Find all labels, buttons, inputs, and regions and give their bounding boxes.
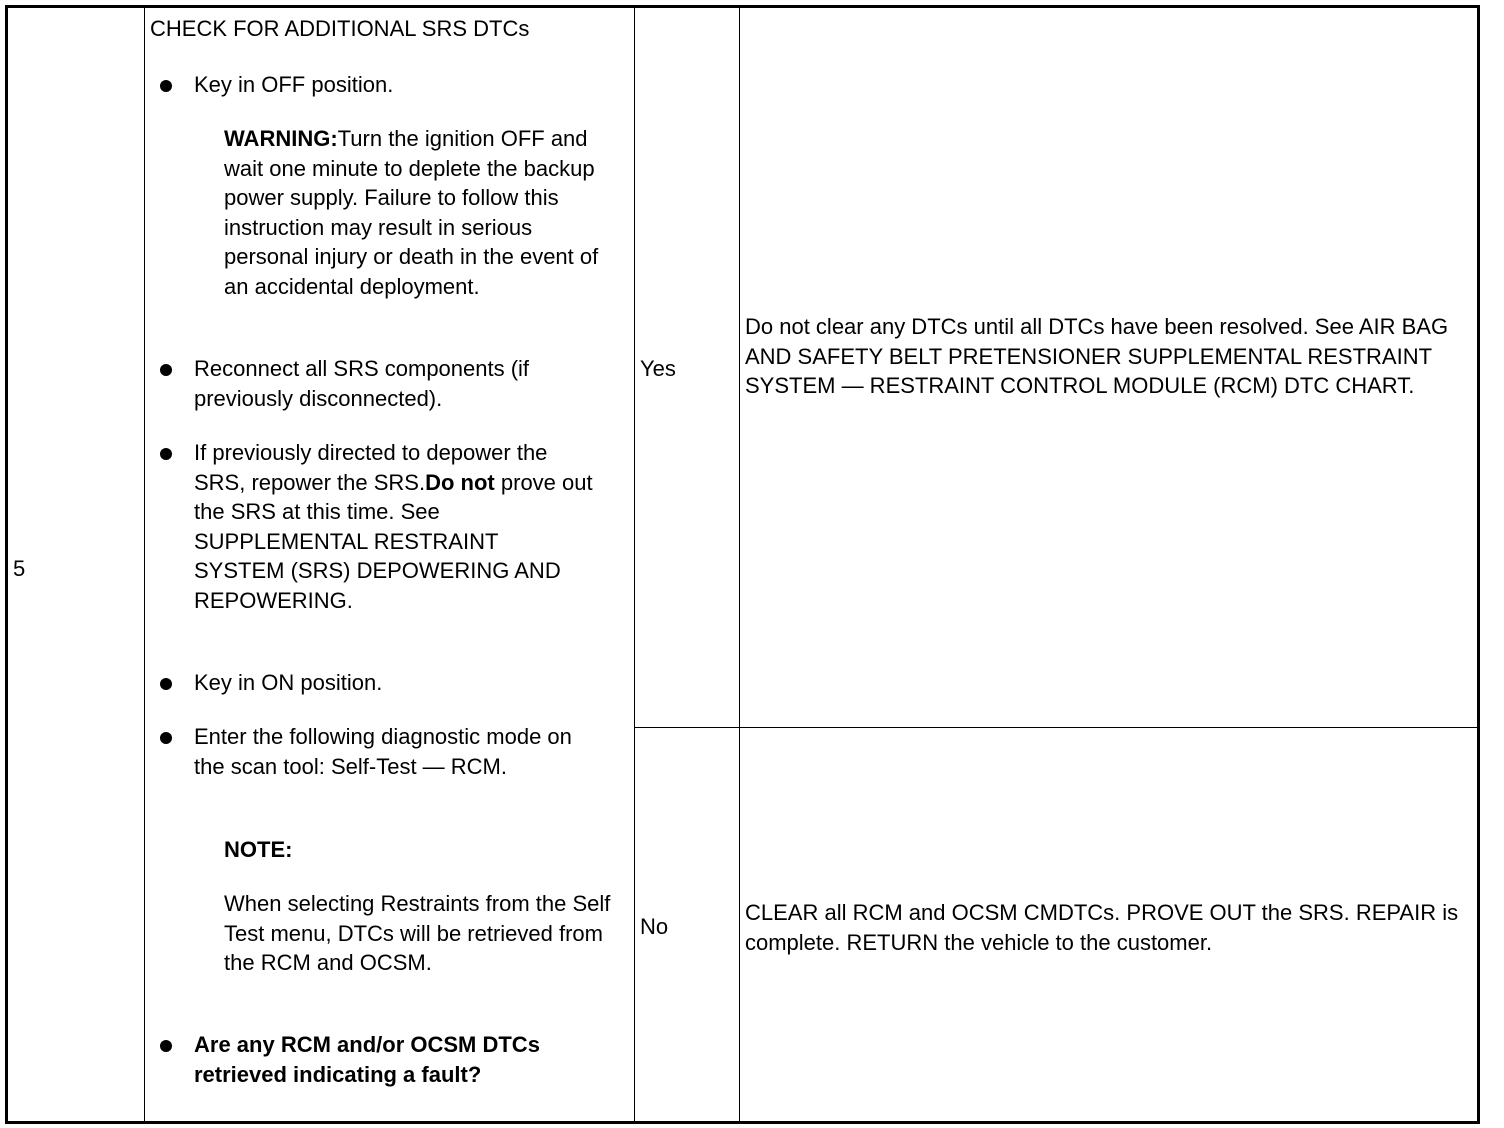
list-item	[194, 354, 594, 413]
note-label	[224, 835, 614, 865]
warning-label: WARNING:	[224, 126, 338, 151]
list-item-text: Enter the following diagnostic mode on the scan tool: Self-Test — RCM.	[194, 724, 572, 779]
column-divider	[634, 8, 635, 1121]
list-item	[194, 1030, 594, 1089]
answer-no: No	[640, 914, 669, 939]
warning-block	[224, 124, 614, 301]
warning-text: Turn the ignition OFF and wait one minute to deplete the backup power supply. Failure to follow this instruction may result in serious personal injury or death in the event of an accidental deployment.	[224, 126, 599, 299]
column-divider	[144, 8, 145, 1121]
step-number: 5	[13, 556, 26, 581]
list-item-text: Reconnect all SRS components (if previously disconnected).	[194, 356, 530, 411]
list-item	[194, 668, 594, 698]
diagnostic-table	[5, 5, 1480, 1124]
list-item	[194, 70, 594, 100]
bullet-icon	[160, 364, 172, 376]
bullet-icon	[160, 448, 172, 460]
check-title: CHECK FOR ADDITIONAL SRS DTCs	[150, 16, 530, 41]
note-label-text: NOTE:	[224, 837, 293, 862]
note-text: When selecting Restraints from the Self Test menu, DTCs will be retrieved from the RCM and OCSM.	[224, 891, 611, 975]
list-item-bold: Do not	[425, 469, 495, 495]
list-item	[194, 722, 594, 781]
list-item-text: Key in OFF position.	[194, 72, 394, 97]
bullet-icon	[160, 678, 172, 690]
list-item-text: If previously directed to depower the SRS, repower the SRS.	[194, 440, 548, 495]
bullet-icon	[160, 80, 172, 92]
question-text: Are any RCM and/or OCSM DTCs retrieved indicating a fault?	[194, 1032, 540, 1087]
bullet-icon	[160, 732, 172, 744]
list-item-text: prove out the SRS at this time. See SUPPLEMENTAL RESTRAINT SYSTEM (SRS) DEPOWERING AND REPOWERING.	[194, 469, 593, 613]
list-item-text: Key in ON position.	[194, 670, 383, 695]
action-yes: Do not clear any DTCs until all DTCs have been resolved. See AIR BAG AND SAFETY BELT PRETENSIONER SUPPLEMENTAL RESTRAINT SYSTEM — RESTRAINT CONTROL MODULE (RCM) DTC CHART.	[745, 314, 1449, 398]
column-divider	[739, 8, 740, 1121]
answer-yes: Yes	[640, 356, 676, 381]
list-item	[194, 438, 594, 615]
action-no: CLEAR all RCM and OCSM CMDTCs. PROVE OUT the SRS. REPAIR is complete. RETURN the vehicle to the customer.	[745, 900, 1459, 955]
row-divider	[634, 727, 1477, 728]
bullet-icon	[160, 1040, 172, 1052]
